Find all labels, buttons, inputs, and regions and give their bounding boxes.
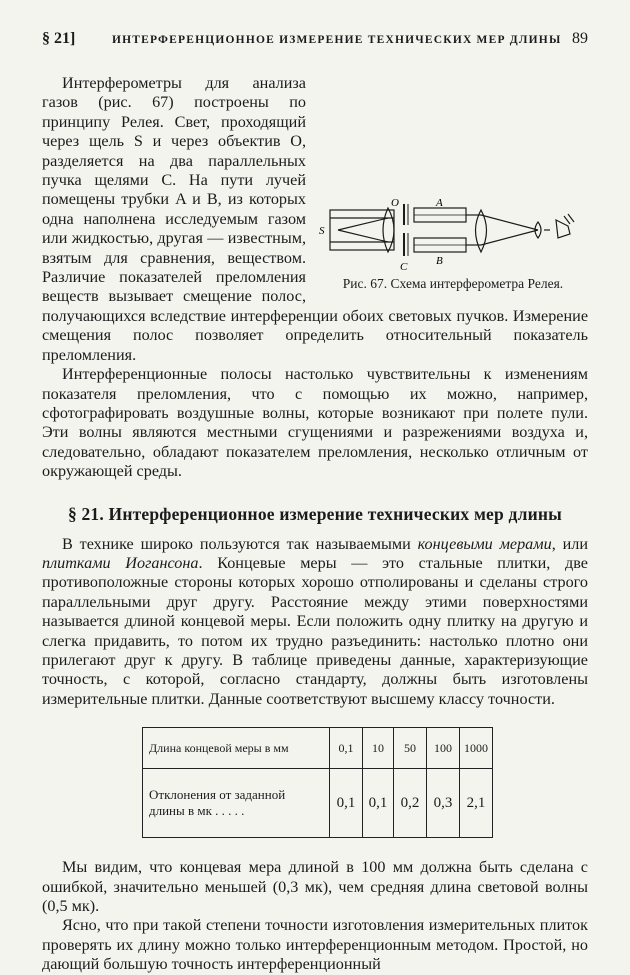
table-cell: 50 bbox=[394, 728, 427, 769]
running-header bbox=[42, 30, 588, 56]
paragraph-gauge-blocks: В технике широко пользуются так называемыми концевыми мерами, или плитками Иогансона. Концевые меры — это стальные плитки, две противоположные стороны которых хорошо отполированы и сделаны строго параллельными друг другу. Расстояние между этими поверхностями называется длиной концевой меры. Если положить одну плитку на другую и слегка придавить, то потом их трудно разъединить: настолько плотно они прилегают друг к другу. В таблице приведены данные, характеризующие точность, с которой, согласно стандарту, должны быть изготовлены измерительные плитки. Данные соответствуют высшему классу точности. bbox=[42, 534, 588, 708]
label-o: O bbox=[391, 198, 399, 209]
rayleigh-interferometer-diagram bbox=[318, 198, 588, 276]
table-cell: 0,1 bbox=[330, 769, 363, 838]
figure-caption: Рис. 67. Схема интерферометра Релея. bbox=[342, 276, 564, 291]
paragraph-fringes: Интерференционные полосы настолько чувствительны к изменениям показателя преломления, что с помощью их можно, например, сфотографировать воздушные волны, которые возникают при полете пули. Эти волны являются местными сгущениями и разрежениями воздуха и, следовательно, обладают показателем преломления, несколько отличным от окружающей среды. bbox=[42, 365, 588, 481]
intro-block bbox=[42, 74, 588, 482]
label-a: A bbox=[436, 198, 443, 209]
header-running-title: ИНТЕРФЕРЕНЦИОННОЕ ИЗМЕРЕНИЕ ТЕХНИЧЕСКИХ МЕР ДЛИНЫ bbox=[112, 34, 562, 46]
page bbox=[42, 30, 588, 975]
eye-icon bbox=[556, 220, 570, 238]
table-cell: 2,1 bbox=[460, 769, 493, 838]
term-gauge-blocks: концевыми мерами bbox=[417, 534, 552, 553]
section-title: § 21. Интерференционное измерение технических мер длины bbox=[67, 503, 563, 524]
label-s: S bbox=[319, 225, 325, 237]
table-row bbox=[143, 728, 493, 769]
table-cell: 0,3 bbox=[427, 769, 460, 838]
paragraph-conclusion: Ясно, что при такой степени точности изготовления измерительных плиток проверять их длину можно только интерференционным методом. Простой, но дающий большую точность интерференционный bbox=[42, 916, 588, 974]
table-row bbox=[143, 769, 493, 838]
paragraph-interferometers: Интерферометры для анализа газов (рис. 67) построены по принципу Релея. Свет, проходящий через щель S и через объектив O, разделяется на два параллельных пучка щелями C. На пути лучей помещены трубки A и B, из которых одна наполнена исследуемым газом или жидкостью, другая — известным, взятым для сравнения, веществом. Различие показателей преломления веществ вызывает смещение полос, получающихся вследствие интерференции обоих световых пучков. Измерение смещения полос позволяет определить относительный показатель преломления. bbox=[42, 74, 588, 364]
table-cell: 0,1 bbox=[330, 728, 363, 769]
table-cell: 100 bbox=[427, 728, 460, 769]
table-cell: 0,2 bbox=[394, 769, 427, 838]
accuracy-table bbox=[142, 727, 493, 838]
label-c: C bbox=[400, 261, 408, 273]
term-johansson-blocks: плитками Иогансона bbox=[42, 553, 199, 572]
row-label-length: Длина концевой меры в мм bbox=[143, 728, 330, 769]
table-cell: 10 bbox=[363, 728, 394, 769]
paragraph-observation: Мы видим, что концевая мера длиной в 100 мм должна быть сделана с ошибкой, значительно меньшей (0,3 мк), чем средняя длина световой волны (0,5 мк). bbox=[42, 858, 588, 915]
closing-text bbox=[42, 858, 588, 974]
page-number: 89 bbox=[572, 30, 588, 47]
table-cell: 0,1 bbox=[363, 769, 394, 838]
header-section-ref: § 21] bbox=[42, 30, 76, 47]
label-b: B bbox=[436, 255, 443, 267]
row-label-deviation: Отклонения от заданной длины в мк . . . . . bbox=[143, 769, 330, 838]
table-cell: 1000 bbox=[460, 728, 493, 769]
objective-lens-o bbox=[383, 208, 394, 252]
figure-67 bbox=[318, 198, 588, 292]
